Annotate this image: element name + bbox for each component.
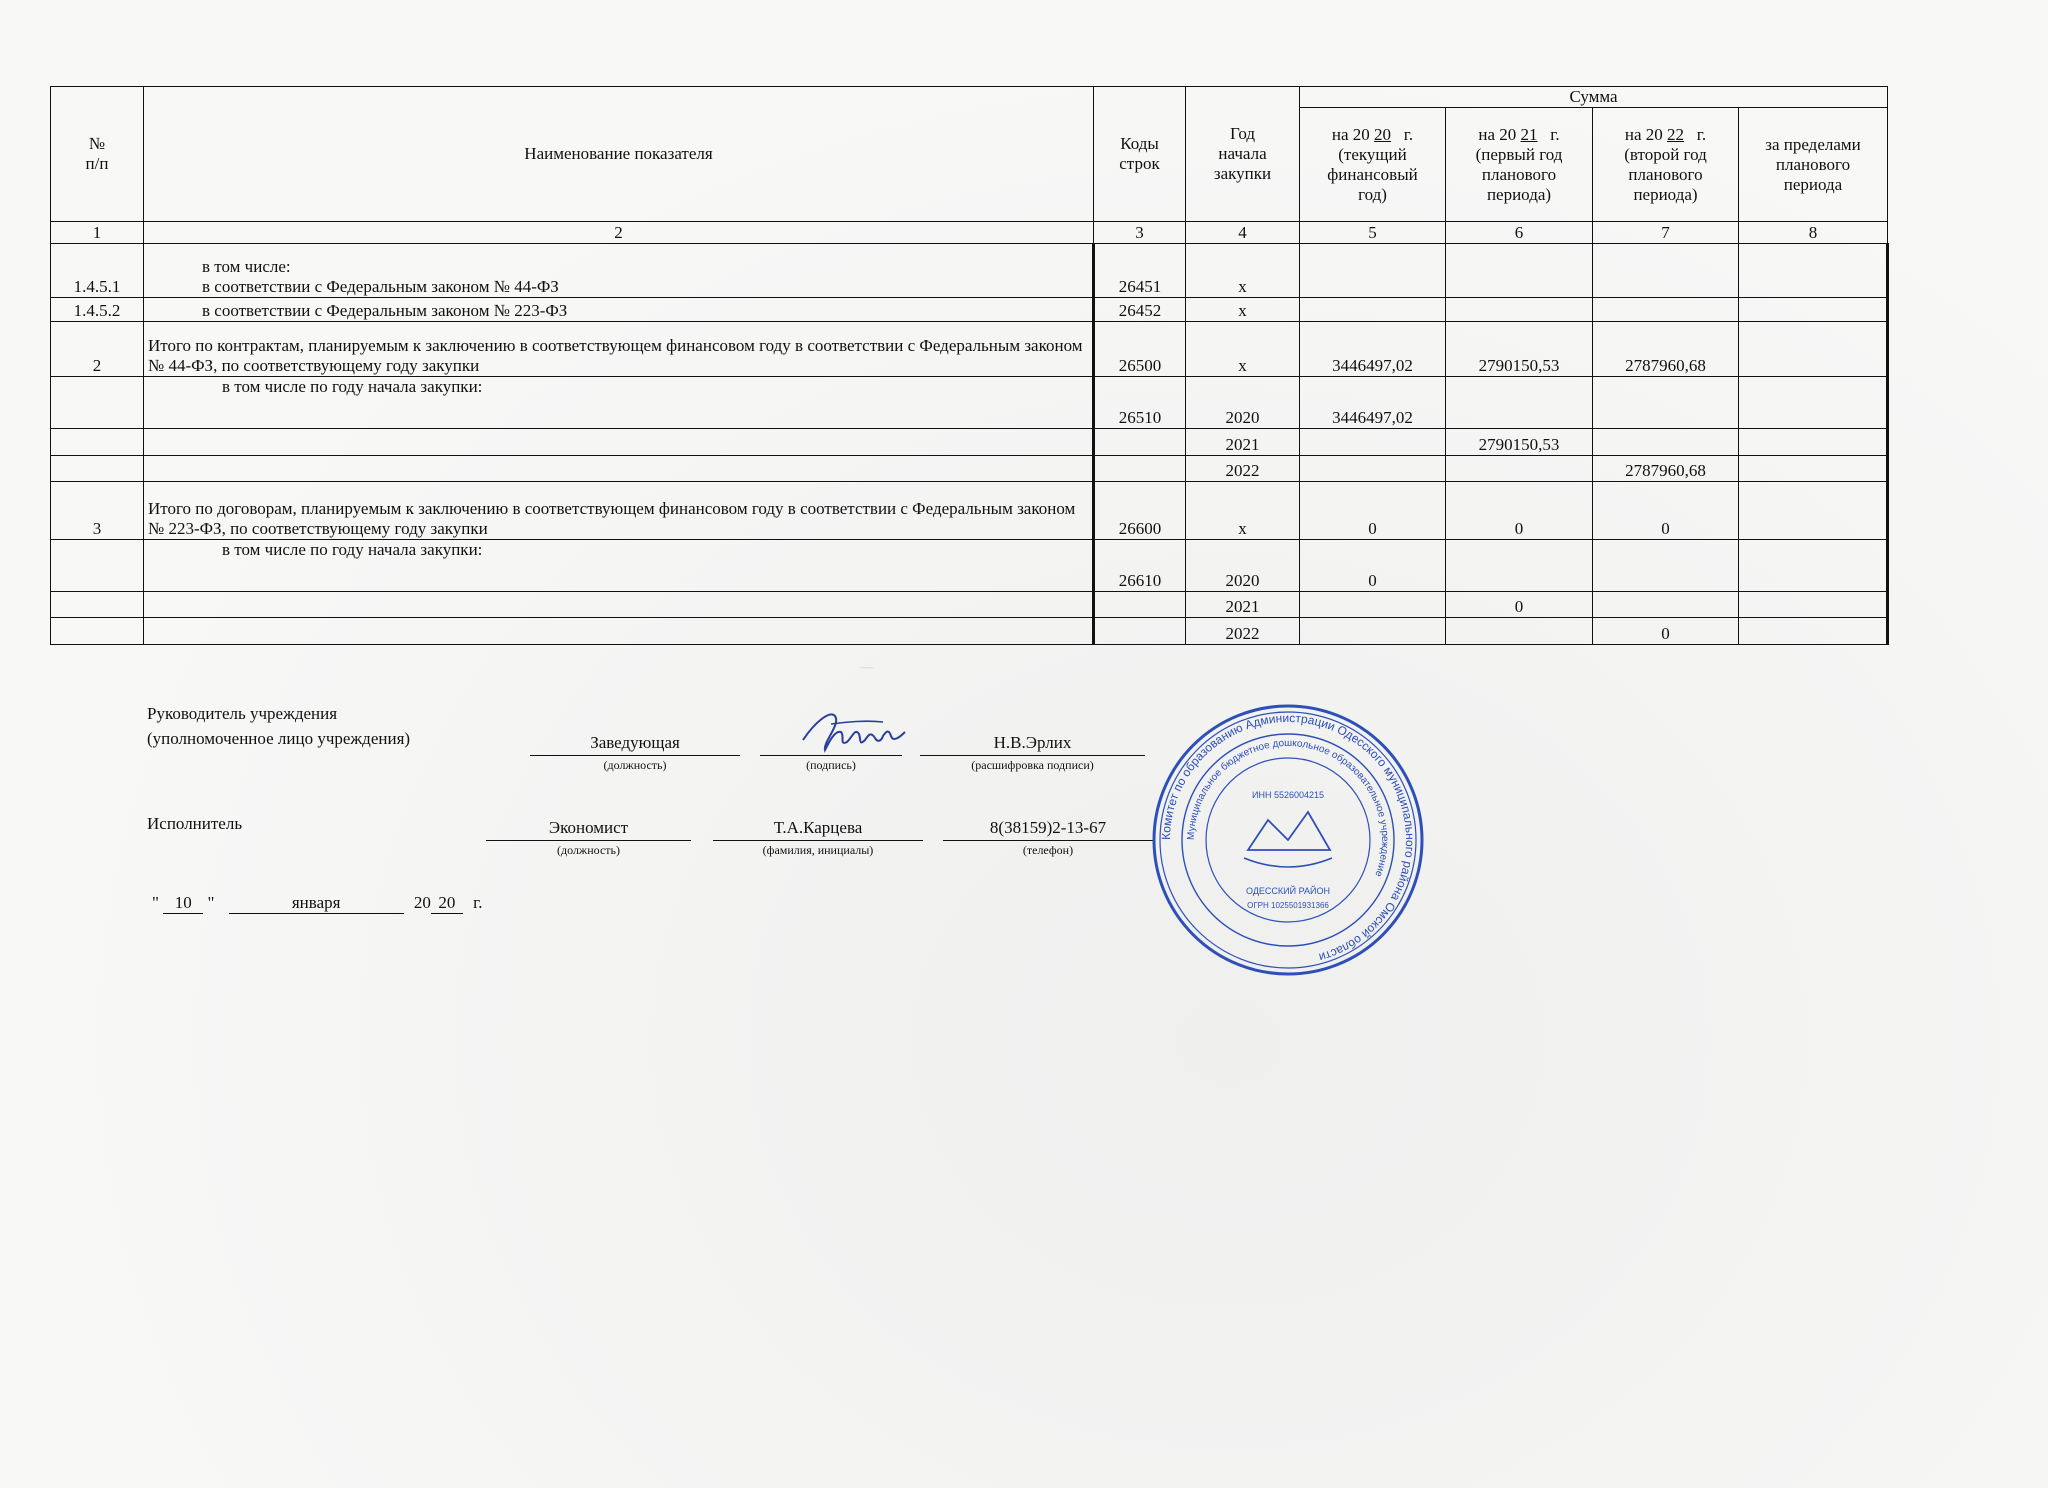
row-name: [144, 456, 1094, 482]
executor-position-caption: (должность): [557, 843, 620, 857]
row-code: [1094, 429, 1186, 456]
row-value-5: [1300, 456, 1446, 482]
row-name: в том числе по году начала закупки:: [144, 540, 1094, 592]
row-value-7: [1593, 377, 1739, 429]
stamp-inner-text: Муниципальное бюджетное дошкольное образовательное учреждение: [1185, 737, 1391, 879]
row-code: 26500: [1094, 322, 1186, 377]
row-value-8: [1739, 456, 1888, 482]
date-line: " 10 " января 20 20 г.: [152, 893, 483, 912]
row-number: 1.4.5.1: [51, 244, 144, 298]
header-num: № п/п: [51, 87, 144, 222]
row-value-6: [1446, 377, 1593, 429]
row-value-8: [1739, 322, 1888, 377]
row-number: [51, 618, 144, 645]
executor-position: Экономист: [548, 818, 629, 837]
row-year: x: [1186, 298, 1300, 322]
row-value-6: 0: [1446, 592, 1593, 618]
row-value-5: [1300, 429, 1446, 456]
row-year: x: [1186, 244, 1300, 298]
row-value-6: 2790150,53: [1446, 322, 1593, 377]
row-name: в том числе по году начала закупки:: [144, 377, 1094, 429]
row-code: 26600: [1094, 482, 1186, 540]
row-year: 2021: [1186, 592, 1300, 618]
row-value-8: [1739, 244, 1888, 298]
header-year: Год начала закупки: [1186, 87, 1300, 222]
head-label: Руководитель учреждения: [147, 704, 338, 723]
row-number: 1.4.5.2: [51, 298, 144, 322]
show-through-text: —: [860, 660, 874, 675]
row-value-5: 3446497,02: [1300, 322, 1446, 377]
official-stamp: [1148, 700, 1428, 980]
handwritten-signature: [795, 702, 915, 762]
row-number: [51, 377, 144, 429]
header-col5: на 20 20 г. (текущий финансовый год): [1300, 108, 1446, 222]
colnum-8: 8: [1739, 222, 1888, 244]
row-value-6: [1446, 298, 1593, 322]
colnum-4: 4: [1186, 222, 1300, 244]
purchase-plan-table: [50, 86, 1889, 645]
head-name: Н.В.Эрлих: [993, 733, 1072, 752]
row-value-8: [1739, 618, 1888, 645]
head-position-caption: (должность): [603, 758, 667, 772]
row-name: [144, 618, 1094, 645]
colnum-6: 6: [1446, 222, 1593, 244]
table-row: [51, 322, 1888, 377]
executor-name-caption: (фамилия, инициалы): [762, 843, 874, 857]
underline: [920, 755, 1145, 756]
row-value-7: [1593, 592, 1739, 618]
row-value-7: 2787960,68: [1593, 322, 1739, 377]
stamp-center: ОДЕССКИЙ РАЙОН: [1246, 886, 1330, 896]
row-year: 2021: [1186, 429, 1300, 456]
row-code: 26510: [1094, 377, 1186, 429]
stamp-ogrn: ОГРН 1025501931366: [1247, 901, 1329, 910]
row-code: [1094, 456, 1186, 482]
row-number: [51, 429, 144, 456]
date-month: января: [229, 893, 404, 914]
row-year: x: [1186, 482, 1300, 540]
table-row: [51, 482, 1888, 540]
row-code: 26610: [1094, 540, 1186, 592]
underline: [713, 840, 923, 841]
row-value-5: [1300, 298, 1446, 322]
table-row: [51, 429, 1888, 456]
row-value-8: [1739, 298, 1888, 322]
colnum-2: 2: [144, 222, 1094, 244]
executor-phone-caption: (телефон): [1022, 843, 1074, 857]
row-value-8: [1739, 592, 1888, 618]
underline: [530, 755, 740, 756]
row-value-6: [1446, 456, 1593, 482]
row-value-6: [1446, 244, 1593, 298]
row-value-8: [1739, 482, 1888, 540]
header-col8: за пределами планового периода: [1739, 108, 1888, 222]
head-label-sub: (уполномоченное лицо учреждения): [147, 729, 411, 748]
underline: [486, 840, 691, 841]
table-row: [51, 377, 1888, 429]
row-value-7: [1593, 429, 1739, 456]
table-row: [51, 540, 1888, 592]
row-value-7: [1593, 298, 1739, 322]
underline: [943, 840, 1153, 841]
colnum-7: 7: [1593, 222, 1739, 244]
row-value-8: [1739, 377, 1888, 429]
row-code: 26452: [1094, 298, 1186, 322]
row-value-8: [1739, 540, 1888, 592]
stamp-emblem-icon: [1248, 812, 1330, 850]
executor-name: Т.А.Карцева: [773, 818, 863, 837]
row-value-6: [1446, 540, 1593, 592]
header-sum: Сумма: [1300, 87, 1888, 108]
row-year: 2022: [1186, 456, 1300, 482]
row-value-7: 0: [1593, 618, 1739, 645]
colnum-5: 5: [1300, 222, 1446, 244]
row-value-5: 0: [1300, 482, 1446, 540]
header-name: Наименование показателя: [144, 87, 1094, 222]
row-value-5: [1300, 618, 1446, 645]
row-value-5: [1300, 244, 1446, 298]
date-year: 20: [431, 893, 463, 914]
row-value-5: 0: [1300, 540, 1446, 592]
stamp-outer-text: Комитет по образованию Администрации Одесского муниципального района Омской области: [1158, 710, 1418, 965]
row-number: [51, 540, 144, 592]
row-number: 2: [51, 322, 144, 377]
row-name: [144, 592, 1094, 618]
stamp-inn: ИНН 5526004215: [1251, 790, 1325, 800]
row-name: в том числе: в соответствии с Федеральным законом № 44-ФЗ: [144, 244, 1094, 298]
table-row: [51, 456, 1888, 482]
row-value-8: [1739, 429, 1888, 456]
row-value-7: [1593, 540, 1739, 592]
row-number: [51, 456, 144, 482]
row-year: x: [1186, 322, 1300, 377]
table-row: [51, 298, 1888, 322]
row-year: 2022: [1186, 618, 1300, 645]
table-row: [51, 592, 1888, 618]
date-day: 10: [163, 893, 203, 914]
row-name: Итого по договорам, планируемым к заключению в соответствующем финансовом году в соответствии с Федеральным законом № 223-ФЗ, по соответствующему году закупки: [144, 482, 1094, 540]
row-name: в соответствии с Федеральным законом № 223-ФЗ: [144, 298, 1094, 322]
column-number-row: [51, 222, 1888, 244]
row-value-6: 0: [1446, 482, 1593, 540]
row-value-7: [1593, 244, 1739, 298]
row-number: 3: [51, 482, 144, 540]
executor-label: Исполнитель: [147, 814, 243, 833]
head-name-caption: (расшифровка подписи): [971, 758, 1094, 772]
row-year: 2020: [1186, 540, 1300, 592]
executor-phone: 8(38159)2-13-67: [989, 818, 1107, 837]
header-col7: на 20 22 г. (второй год планового периода): [1593, 108, 1739, 222]
row-year: 2020: [1186, 377, 1300, 429]
row-code: [1094, 618, 1186, 645]
row-value-7: 0: [1593, 482, 1739, 540]
row-name: [144, 429, 1094, 456]
head-sign-caption: (подпись): [806, 758, 856, 772]
colnum-1: 1: [51, 222, 144, 244]
header-col6: на 20 21 г. (первый год планового периода): [1446, 108, 1593, 222]
row-code: 26451: [1094, 244, 1186, 298]
head-position: Заведующая: [590, 733, 680, 752]
table-row: [51, 244, 1888, 298]
row-value-5: [1300, 592, 1446, 618]
row-name: Итого по контрактам, планируемым к заключению в соответствующем финансовом году в соответствии с Федеральным законом № 44-ФЗ, по соответствующему году закупки: [144, 322, 1094, 377]
row-number: [51, 592, 144, 618]
row-value-6: [1446, 618, 1593, 645]
row-value-5: 3446497,02: [1300, 377, 1446, 429]
table-row: [51, 618, 1888, 645]
row-code: [1094, 592, 1186, 618]
row-value-6: 2790150,53: [1446, 429, 1593, 456]
colnum-3: 3: [1094, 222, 1186, 244]
row-value-7: 2787960,68: [1593, 456, 1739, 482]
header-codes: Коды строк: [1094, 87, 1186, 222]
